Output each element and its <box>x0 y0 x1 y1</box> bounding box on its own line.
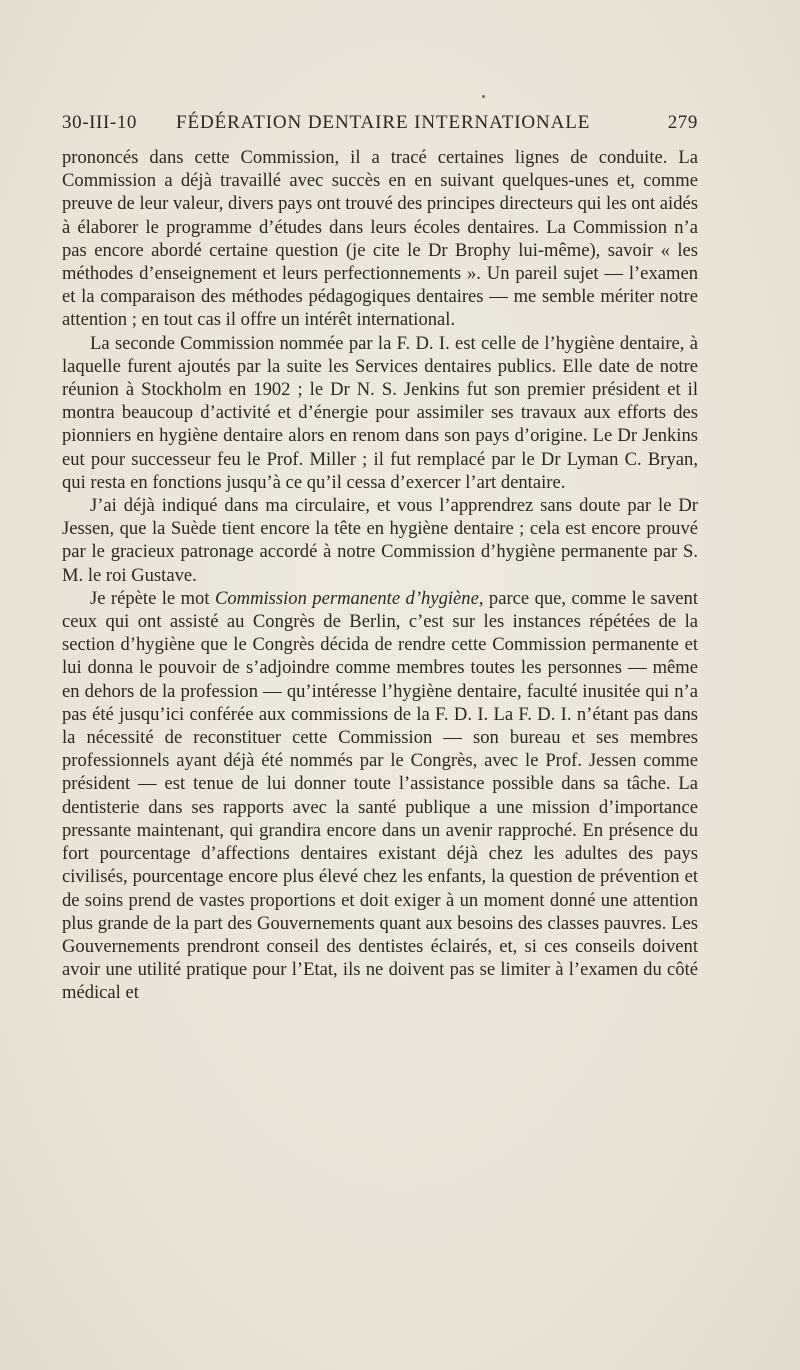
paragraph-rest-text: , parce que, comme le savent ceux qui ont assisté au Congrès de Berlin, c’est sur les instances répétées de la section d’hygiène que le Congrès décida de rendre cette Commission permanente et lui donna le pouvoir de s’adjoindre comme membres toutes les personnes — même en dehors de la profession — qu’intéresse l’hygiène dentaire, faculté inusitée qui n’a pas été jusqu’ici conférée aux commissions de la F. D. I. La F. D. I. n’étant pas dans la nécessité de reconstituer cette Commission — son bureau et ses membres professionnels ayant déjà été nommés par le Congrès, avec le Prof. Jessen comme président — est tenue de lui donner toute l’assistance possible dans sa tâche. La dentisterie dans ses rapports avec la santé publique a une mission d’importance pressante maintenant, qui grandira encore dans un avenir rapproché. En présence du fort pourcentage d’affections dentaires existant déjà chez les adultes des pays civilisés, pourcentage encore plus élevé chez les enfants, la question de prévention et de soins prend de vastes proportions et doit exiger à un moment donné une attention plus grande de la part des Gouvernements quant aux besoins des classes pauvres. Les Gouvernements prendront conseil des dentistes éclairés, et, si ces conseils doivent avoir une utilité pratique pour l’Etat, ils ne doivent pas se limiter à l’examen du côté médical et <box>62 587 699 1004</box>
paragraph-hygiene-commission: La seconde Commission nommée par la F. D. I. est celle de l’hygiène dentaire, à laquelle furent ajoutés par la suite les Services dentaires publics. Elle date de notre réunion à Stockholm en 1902 ; le Dr N. S. Jenkins fut son premier président et il montra beaucoup d’activité et d’énergie pour assimiler ses travaux aux efforts des pionniers en hygiène dentaire alors en renom dans son pays d’origine. Le Dr Jenkins eut pour successeur feu le Prof. Miller ; il fut remplacé par le Dr Lyman C. Bryan, qui resta en fonctions jusqu’à ce qu’il cessa d’exercer l’art dentaire. <box>62 332 698 493</box>
emphasized-term: Commission permanente d’hygiène <box>214 587 479 609</box>
paragraph-permanent-commission <box>62 587 698 1005</box>
header-running-title: FÉDÉRATION DENTAIRE INTERNATIONALE <box>176 112 591 133</box>
paragraph-sweden: J’ai déjà indiqué dans ma circulaire, et vous l’apprendrez sans doute par le Dr Jessen, que la Suède tient encore la tête en hygiène dentaire ; cela est encore prouvé par le gracieux patronage accordé à notre Commission d’hygiène permanente par S. M. le roi Gustave. <box>62 495 698 586</box>
header-folio: 30-III-10 <box>62 112 138 133</box>
running-header <box>62 112 702 142</box>
body-text <box>62 146 698 1005</box>
page-number: 279 <box>667 112 698 133</box>
paragraph-lead-text: Je répète le mot <box>90 587 215 609</box>
ink-speck <box>482 95 485 98</box>
paragraph-continuation: prononcés dans cette Commission, il a tracé certaines lignes de conduite. La Commission a déjà travaillé avec succès en en suivant quelques-unes et, comme preuve de leur valeur, divers pays ont trouvé des principes directeurs qui les ont aidés à élaborer le programme d’études dans leurs écoles dentaires. La Commission n’a pas encore abordé certaine question (je cite le Dr Brophy lui-même), savoir « les méthodes d’enseignement et leurs perfectionnements ». Un pareil sujet — l’examen et la comparaison des méthodes pédagogiques dentaires — me semble mériter notre attention ; en tout cas il offre un intérêt international. <box>62 147 698 331</box>
